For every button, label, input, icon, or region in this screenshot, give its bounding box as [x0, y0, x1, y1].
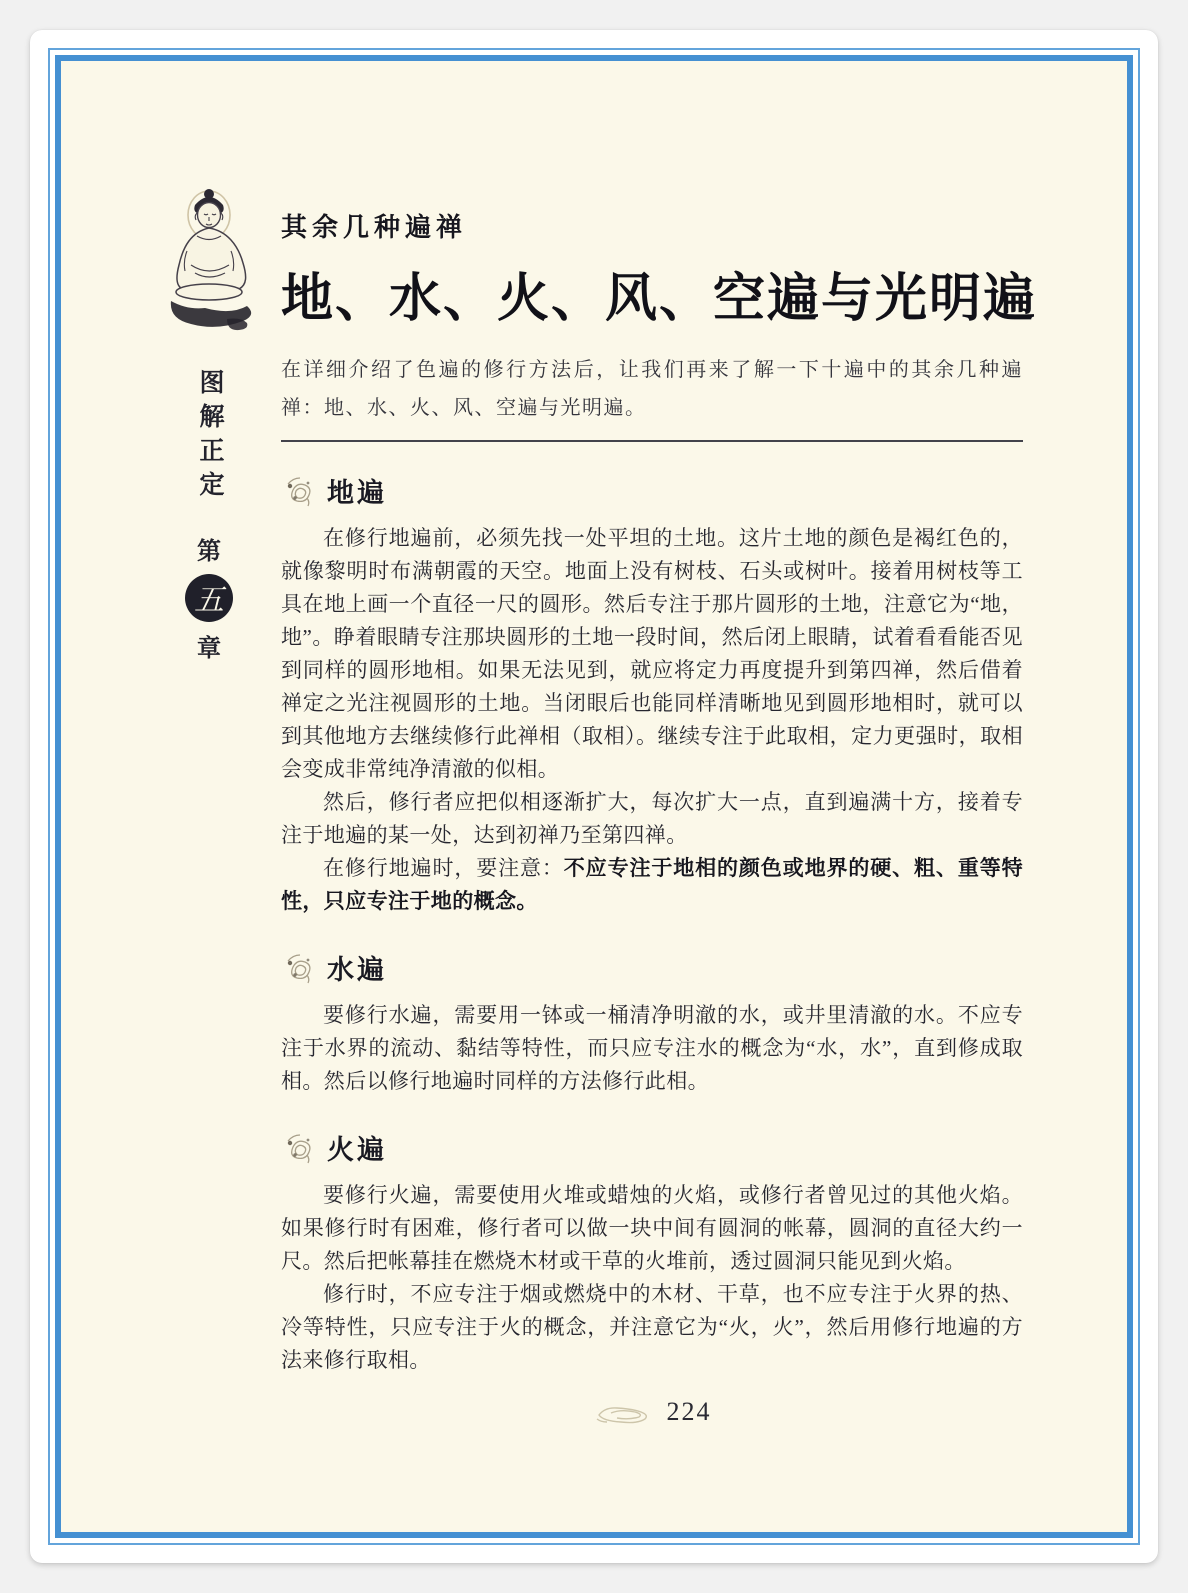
chapter-sidebar: [183, 369, 235, 663]
ink-rose-stamp-icon: [281, 1131, 317, 1165]
section-heading: 水遍: [327, 955, 387, 985]
section-water-kasina: [281, 948, 1023, 1098]
section-kicker: 其余几种遍禅: [281, 212, 468, 242]
section-paragraphs: [281, 522, 1023, 918]
chapter-number-badge: [185, 574, 233, 622]
section-paragraphs: [281, 1179, 1023, 1377]
intro-divider: [281, 440, 1023, 442]
body-paragraph: [281, 522, 1023, 786]
page-title: 地、水、火、风、空遍与光明遍: [281, 271, 1038, 328]
chapter-prefix: 第: [197, 539, 221, 565]
ink-rose-stamp-icon: [281, 474, 317, 508]
body-paragraph: [281, 786, 1023, 852]
chapter-suffix: 章: [197, 636, 221, 662]
ink-rose-stamp-icon: [281, 951, 317, 985]
section-heading: 火遍: [327, 1135, 387, 1165]
chapter-number: 五: [194, 584, 224, 617]
text-run: 要修行水遍，需要用一钵或一桶清净明澈的水，或井里清澈的水。不应专注于水界的流动、黏结等特性，而只应专注水的概念为“水，水”，直到修成取相。然后以修行地遍时同样的方法修行此相。: [281, 1003, 1023, 1093]
book-page: [30, 30, 1158, 1563]
body-paragraph: [281, 999, 1023, 1098]
main-text-column: [281, 351, 1023, 1377]
section-heading-row: [281, 1128, 1023, 1167]
page-paper: [55, 55, 1133, 1538]
section-paragraphs: [281, 999, 1023, 1098]
section-fire-kasina: [281, 1128, 1023, 1377]
section-heading: 地遍: [327, 478, 387, 508]
text-run: 在修行地遍时，要注意：: [323, 856, 564, 880]
body-paragraph: [281, 852, 1023, 918]
seated-buddha-illustration-icon: [157, 181, 261, 337]
intro-paragraph: 在详细介绍了色遍的修行方法后，让我们再来了解一下十遍中的其余几种遍禅：地、水、火、风、空遍与光明遍。: [281, 359, 1023, 419]
page-number: 224: [666, 1397, 712, 1426]
text-run: 要修行火遍，需要使用火堆或蜡烛的火焰，或修行者曾见过的其他火焰。如果修行时有困难，修行者可以做一块中间有圆洞的帐幕，圆洞的直径大约一尺。然后把帐幕挂在燃烧木材或干草的火堆前，透过圆洞只能见到火焰。: [281, 1183, 1023, 1273]
text-run: 修行时，不应专注于烟或燃烧中的木材、干草，也不应专注于火界的热、冷等特性，只应专注于火的概念，并注意它为“火，火”，然后用修行地遍的方法来修行取相。: [281, 1282, 1023, 1372]
section-heading-row: [281, 948, 1023, 987]
page-header: [281, 207, 1041, 331]
section-earth-kasina: [281, 471, 1023, 918]
book-title-vertical: 图解正定: [196, 369, 223, 505]
text-run: 在修行地遍前，必须先找一处平坦的土地。这片土地的颜色是褐红色的，就像黎明时布满朝霞的天空。地面上没有树枝、石头或树叶。接着用树枝等工具在地上画一个直径一尺的圆形。然后专注于那片圆形的土地，注意它为“地，地”。睁着眼睛专注那块圆形的土地一段时间，然后闭上眼睛，试着看看能否见到同样的圆形地相。如果无法见到，就应将定力再度提升到第四禅，然后借着禅定之光注视圆形的土地。当闭眼后也能同样清晰地见到圆形地相时，就可以到其他地方去继续修行此禅相（取相）。继续专注于此取相，定力更强时，取相会变成非常纯净清澈的似相。: [281, 526, 1023, 781]
text-run: 然后，修行者应把似相逐渐扩大，每次扩大一点，直到遍满十方，接着专注于地遍的某一处，达到初禅乃至第四禅。: [281, 790, 1023, 847]
section-heading-row: [281, 471, 1023, 510]
body-paragraph: [281, 1179, 1023, 1278]
text-run-bold: 不应专注于地相的颜色或地界的硬、粗、重等特性，只应专注于地的概念。: [281, 856, 1023, 913]
ink-smudge-mark-icon: [593, 1399, 657, 1425]
chapter-label: [185, 531, 233, 663]
body-paragraph: [281, 1278, 1023, 1377]
page-footer: [281, 1397, 1023, 1427]
